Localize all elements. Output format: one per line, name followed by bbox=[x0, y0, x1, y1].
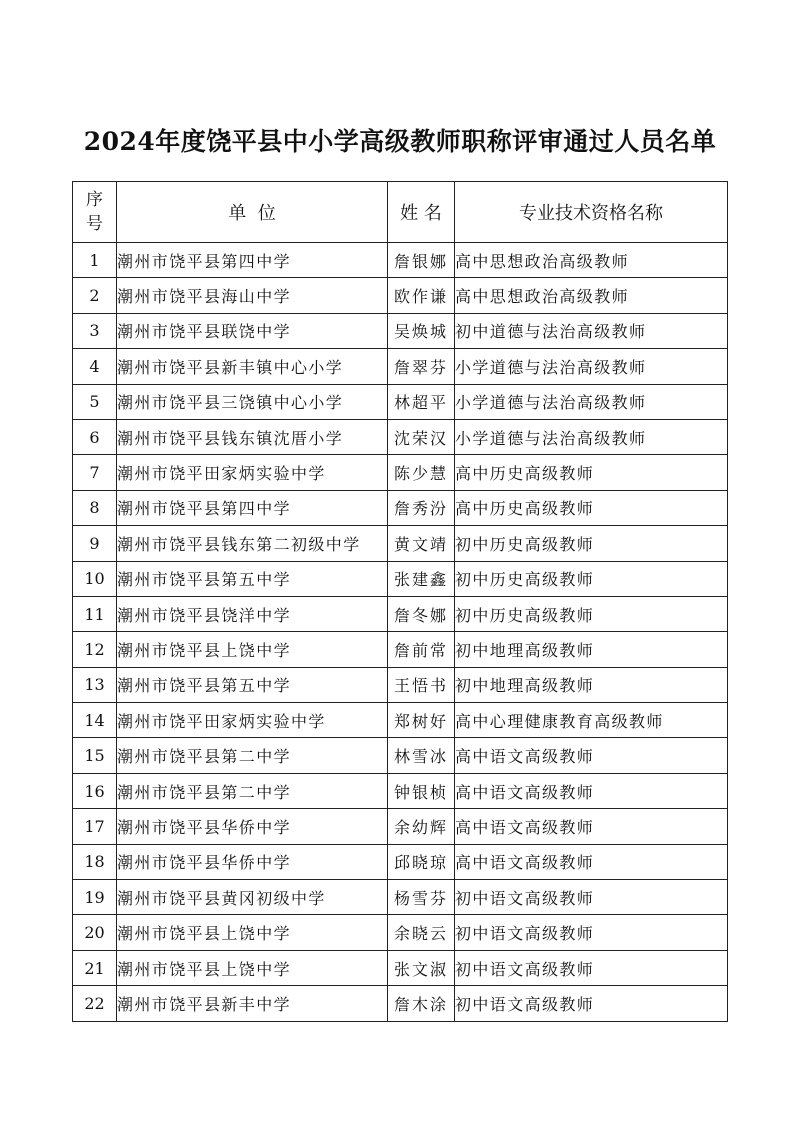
table-row bbox=[73, 880, 728, 915]
cell-name: 詹翠芬 bbox=[388, 349, 455, 384]
table-row bbox=[73, 455, 728, 490]
cell-qualification: 初中道德与法治高级教师 bbox=[455, 313, 728, 348]
cell-name: 詹木涂 bbox=[388, 986, 455, 1021]
cell-qualification: 初中地理高级教师 bbox=[455, 667, 728, 702]
cell-seq: 16 bbox=[73, 773, 117, 808]
cell-qualification: 初中地理高级教师 bbox=[455, 632, 728, 667]
cell-qualification: 高中心理健康教育高级教师 bbox=[455, 703, 728, 738]
cell-seq: 7 bbox=[73, 455, 117, 490]
roster-table bbox=[72, 181, 728, 1022]
cell-name: 詹秀汾 bbox=[388, 490, 455, 525]
table-row bbox=[73, 596, 728, 631]
table-row bbox=[73, 915, 728, 950]
cell-unit: 潮州市饶平县第五中学 bbox=[117, 561, 388, 596]
cell-seq: 20 bbox=[73, 915, 117, 950]
cell-seq: 6 bbox=[73, 419, 117, 454]
cell-seq: 1 bbox=[73, 243, 117, 278]
cell-unit: 潮州市饶平县第四中学 bbox=[117, 243, 388, 278]
cell-unit: 潮州市饶平县第四中学 bbox=[117, 490, 388, 525]
table-row bbox=[73, 419, 728, 454]
cell-seq: 9 bbox=[73, 526, 117, 561]
cell-unit: 潮州市饶平县第五中学 bbox=[117, 667, 388, 702]
cell-seq: 12 bbox=[73, 632, 117, 667]
cell-unit: 潮州市饶平县上饶中学 bbox=[117, 915, 388, 950]
cell-seq: 8 bbox=[73, 490, 117, 525]
table-body bbox=[73, 243, 728, 1022]
cell-name: 詹前常 bbox=[388, 632, 455, 667]
table-row bbox=[73, 243, 728, 278]
table-row bbox=[73, 561, 728, 596]
document-title: 2024年度饶平县中小学高级教师职称评审通过人员名单 bbox=[83, 127, 717, 156]
cell-seq: 19 bbox=[73, 880, 117, 915]
cell-name: 杨雪芬 bbox=[388, 880, 455, 915]
cell-qualification: 高中语文高级教师 bbox=[455, 809, 728, 844]
table-row bbox=[73, 313, 728, 348]
cell-unit: 潮州市饶平县海山中学 bbox=[117, 278, 388, 313]
cell-name: 陈少慧 bbox=[388, 455, 455, 490]
cell-qualification: 高中语文高级教师 bbox=[455, 738, 728, 773]
cell-name: 吴焕城 bbox=[388, 313, 455, 348]
cell-unit: 潮州市饶平县三饶镇中心小学 bbox=[117, 384, 388, 419]
cell-unit: 潮州市饶平县上饶中学 bbox=[117, 632, 388, 667]
cell-unit: 潮州市饶平县新丰中学 bbox=[117, 986, 388, 1021]
cell-qualification: 初中语文高级教师 bbox=[455, 880, 728, 915]
cell-seq: 5 bbox=[73, 384, 117, 419]
cell-name: 余幼辉 bbox=[388, 809, 455, 844]
cell-qualification: 初中语文高级教师 bbox=[455, 915, 728, 950]
cell-seq: 3 bbox=[73, 313, 117, 348]
cell-seq: 14 bbox=[73, 703, 117, 738]
cell-unit: 潮州市饶平县新丰镇中心小学 bbox=[117, 349, 388, 384]
table-row bbox=[73, 349, 728, 384]
header-qualification: 专业技术资格名称 bbox=[455, 182, 728, 243]
cell-name: 钟银桢 bbox=[388, 773, 455, 808]
cell-unit: 潮州市饶平县饶洋中学 bbox=[117, 596, 388, 631]
cell-unit: 潮州市饶平县上饶中学 bbox=[117, 950, 388, 985]
cell-name: 沈荣汉 bbox=[388, 419, 455, 454]
header-unit: 单 位 bbox=[117, 182, 388, 243]
cell-seq: 15 bbox=[73, 738, 117, 773]
cell-name: 张建鑫 bbox=[388, 561, 455, 596]
cell-name: 詹冬娜 bbox=[388, 596, 455, 631]
cell-seq: 18 bbox=[73, 844, 117, 879]
cell-qualification: 小学道德与法治高级教师 bbox=[455, 419, 728, 454]
table-row bbox=[73, 667, 728, 702]
cell-name: 黄文靖 bbox=[388, 526, 455, 561]
cell-unit: 潮州市饶平县联饶中学 bbox=[117, 313, 388, 348]
cell-seq: 10 bbox=[73, 561, 117, 596]
cell-name: 余晓云 bbox=[388, 915, 455, 950]
cell-qualification: 高中历史高级教师 bbox=[455, 455, 728, 490]
table-row bbox=[73, 773, 728, 808]
cell-qualification: 初中历史高级教师 bbox=[455, 526, 728, 561]
table-row bbox=[73, 632, 728, 667]
cell-seq: 21 bbox=[73, 950, 117, 985]
cell-unit: 潮州市饶平县第二中学 bbox=[117, 738, 388, 773]
cell-name: 王悟书 bbox=[388, 667, 455, 702]
cell-seq: 11 bbox=[73, 596, 117, 631]
cell-unit: 潮州市饶平田家炳实验中学 bbox=[117, 455, 388, 490]
cell-seq: 13 bbox=[73, 667, 117, 702]
cell-name: 邱晓琼 bbox=[388, 844, 455, 879]
cell-name: 张文淑 bbox=[388, 950, 455, 985]
cell-unit: 潮州市饶平县华侨中学 bbox=[117, 809, 388, 844]
table-row bbox=[73, 384, 728, 419]
cell-qualification: 高中思想政治高级教师 bbox=[455, 243, 728, 278]
cell-seq: 17 bbox=[73, 809, 117, 844]
cell-unit: 潮州市饶平县钱东镇沈厝小学 bbox=[117, 419, 388, 454]
cell-seq: 2 bbox=[73, 278, 117, 313]
table-row bbox=[73, 809, 728, 844]
cell-seq: 22 bbox=[73, 986, 117, 1021]
cell-name: 詹银娜 bbox=[388, 243, 455, 278]
cell-unit: 潮州市饶平田家炳实验中学 bbox=[117, 703, 388, 738]
cell-qualification: 高中语文高级教师 bbox=[455, 844, 728, 879]
header-seq-line1: 序 bbox=[86, 190, 103, 210]
table-row bbox=[73, 490, 728, 525]
table-row bbox=[73, 278, 728, 313]
table-row bbox=[73, 526, 728, 561]
cell-qualification: 初中历史高级教师 bbox=[455, 596, 728, 631]
table-row bbox=[73, 950, 728, 985]
table-row bbox=[73, 738, 728, 773]
cell-seq: 4 bbox=[73, 349, 117, 384]
table-row bbox=[73, 703, 728, 738]
cell-qualification: 初中历史高级教师 bbox=[455, 561, 728, 596]
cell-qualification: 高中语文高级教师 bbox=[455, 773, 728, 808]
cell-unit: 潮州市饶平县钱东第二初级中学 bbox=[117, 526, 388, 561]
table-row bbox=[73, 844, 728, 879]
table-header-row bbox=[73, 182, 728, 243]
cell-qualification: 初中语文高级教师 bbox=[455, 950, 728, 985]
cell-qualification: 小学道德与法治高级教师 bbox=[455, 384, 728, 419]
cell-qualification: 小学道德与法治高级教师 bbox=[455, 349, 728, 384]
header-seq-line2: 号 bbox=[86, 214, 103, 234]
cell-qualification: 高中历史高级教师 bbox=[455, 490, 728, 525]
cell-qualification: 初中语文高级教师 bbox=[455, 986, 728, 1021]
cell-name: 林雪冰 bbox=[388, 738, 455, 773]
cell-unit: 潮州市饶平县华侨中学 bbox=[117, 844, 388, 879]
header-seq bbox=[73, 182, 117, 243]
cell-name: 林超平 bbox=[388, 384, 455, 419]
cell-unit: 潮州市饶平县第二中学 bbox=[117, 773, 388, 808]
cell-name: 郑树好 bbox=[388, 703, 455, 738]
cell-name: 欧作谦 bbox=[388, 278, 455, 313]
cell-qualification: 高中思想政治高级教师 bbox=[455, 278, 728, 313]
header-name: 姓 名 bbox=[388, 182, 455, 243]
cell-unit: 潮州市饶平县黄冈初级中学 bbox=[117, 880, 388, 915]
table-row bbox=[73, 986, 728, 1021]
